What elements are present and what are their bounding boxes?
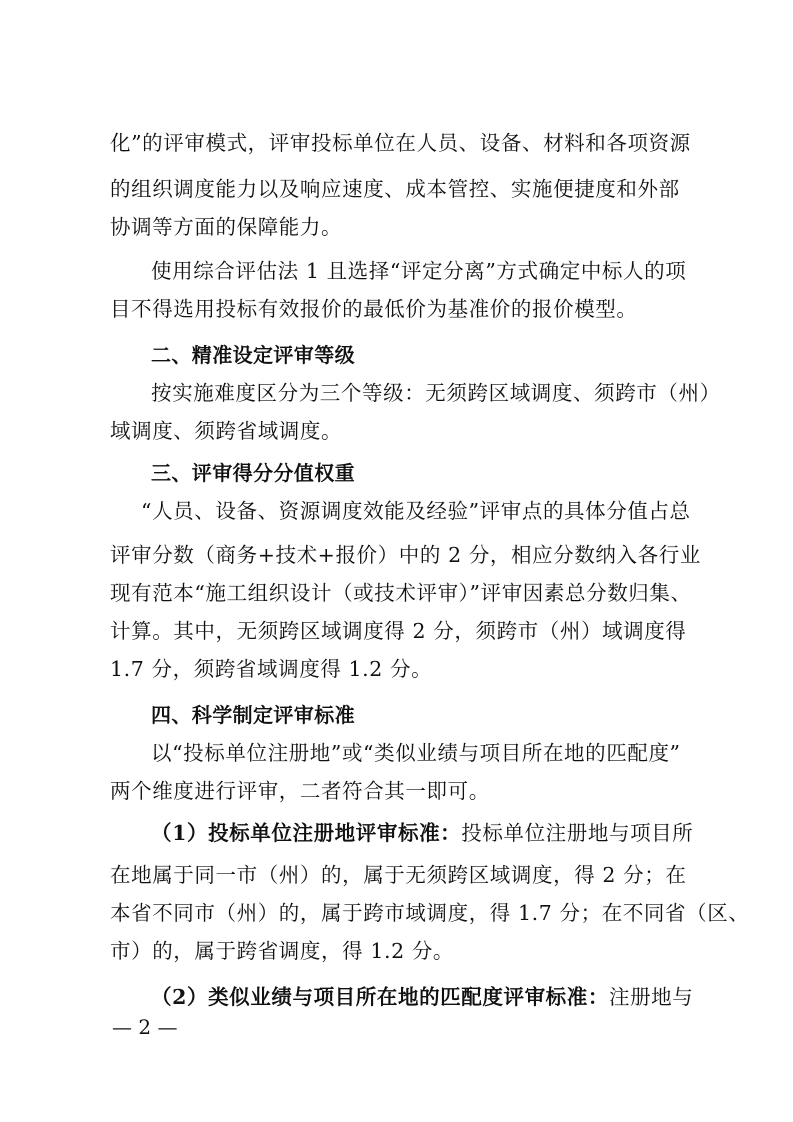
paragraph-line: 按实施难度区分为三个等级：无须跨区域调度、须跨市（州） [151,381,721,405]
section-heading: 三、评审得分分值权重 [151,461,355,485]
paragraph-line: 目不得选用投标有效报价的最低价为基准价的报价模型。 [110,297,638,321]
paragraph-line: 在地属于同一市（州）的，属于无须跨区域调度，得 2 分；在 [110,863,687,887]
paragraph-line: 本省不同市（州）的，属于跨市域调度，得 1.7 分；在不同省（区、 [110,901,750,925]
paragraph-line: 1.7 分，须跨省域调度得 1.2 分。 [110,657,433,681]
paragraph-line: 评审分数（商务+技术+报价）中的 2 分，相应分数纳入各行业 [110,543,701,567]
paragraph-line: 市）的，属于跨省调度，得 1.2 分。 [110,939,455,963]
section-heading: 四、科学制定评审标准 [151,703,355,727]
paragraph-line: “人员、设备、资源调度效能及经验”评审点的具体分值占总 [141,499,691,523]
criterion-text: 注册地与 [608,985,694,1009]
page-number: — 2 — [112,1015,178,1039]
paragraph-line: 两个维度进行评审，二者符合其一即可。 [110,779,490,803]
paragraph-line: 化”的评审模式，评审投标单位在人员、设备、材料和各项资源 [110,131,691,155]
criterion-label: （2）类似业绩与项目所在地的匹配度评审标准： [151,985,609,1009]
paragraph-line: 域调度、须跨省域调度。 [110,419,343,443]
criterion-line [151,818,731,848]
section-heading: 二、精准设定评审等级 [151,343,355,367]
paragraph-line: 的组织调度能力以及响应速度、成本管控、实施便捷度和外部 [110,177,680,201]
criterion-text: 投标单位注册地与项目所 [461,821,694,845]
paragraph-line: 以“投标单位注册地”或“类似业绩与项目所在地的匹配度” [151,741,681,765]
criterion-label: （1）投标单位注册地评审标准： [151,821,462,845]
paragraph-line: 现有范本“施工组织设计（或技术评审）”评审因素总分数归集、 [110,581,692,605]
paragraph-line: 使用综合评估法 1 且选择“评定分离”方式确定中标人的项 [151,259,687,283]
paragraph-line: 计算。其中，无须跨区域调度得 2 分，须跨市（州）域调度得 [110,619,687,643]
criterion-line [151,982,731,1012]
paragraph-line: 协调等方面的保障能力。 [110,215,343,239]
